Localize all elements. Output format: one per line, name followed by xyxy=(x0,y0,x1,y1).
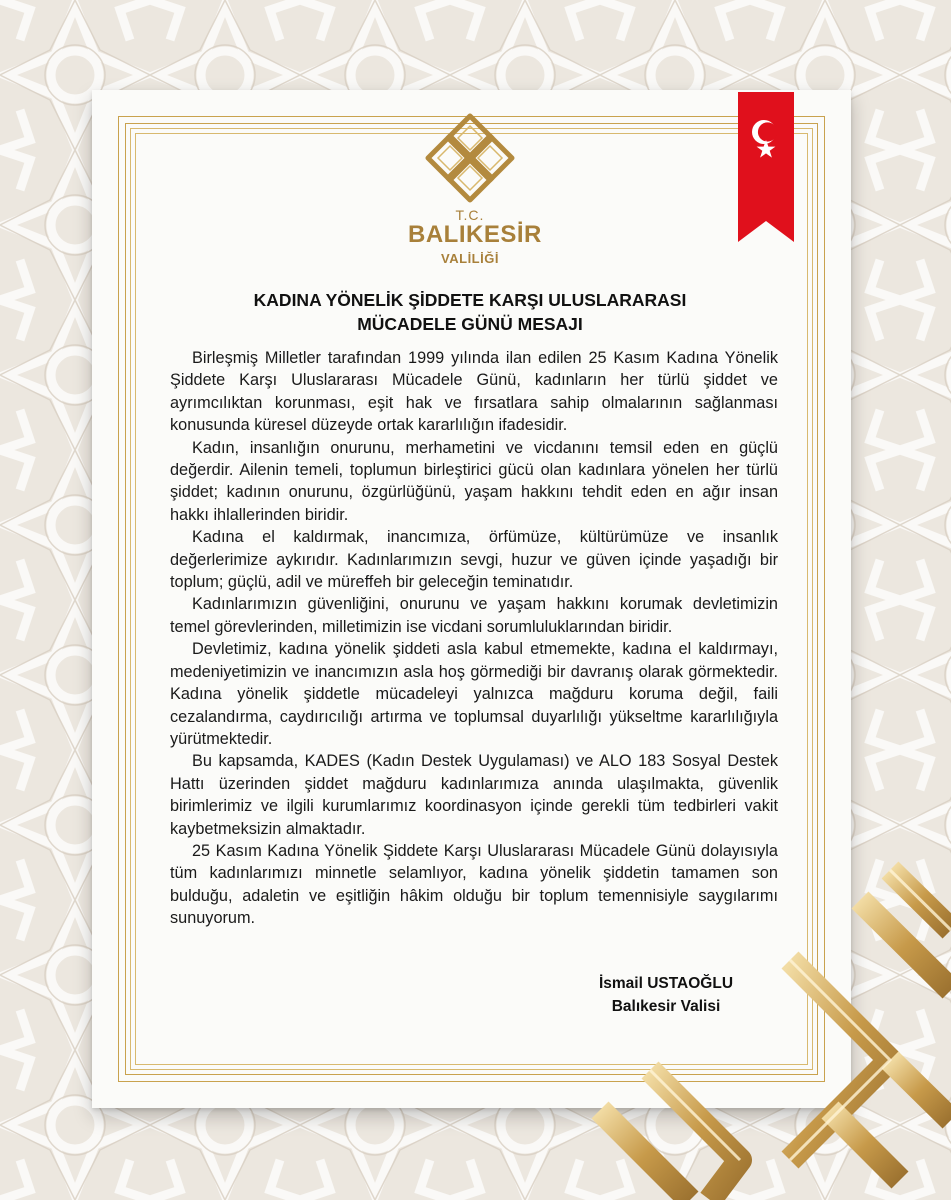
star-icon xyxy=(756,139,776,159)
message-body xyxy=(170,347,778,930)
logo-office-text: VALİLİĞİ xyxy=(441,251,499,266)
signatory-name: İsmail USTAOĞLU xyxy=(598,975,734,992)
paragraph-5: Devletimiz, kadına yönelik şiddeti asla kabul etmemekte, kadına el kaldırmayı, medeniyetimizin ve inancımızın asla hoş görmediği bir davranış olarak görmektedir. Kadına yönelik şiddetle mücadeleyi yalnızca mağduru koruma değil, faili cezalandırma, caydırıcılığı artırma ve toplumsal duyarlılığı yükseltme kararlılığıyla yürütmektedir. xyxy=(170,640,778,748)
paragraph-2: Kadın, insanlığın onurunu, merhametini ve vicdanını temsil eden en güçlü değerdir. Ailenin temeli, toplumun birleştirici gücü olan kadınlara yönelen her türlü şiddet; kadının onurunu, özgürlüğünü, yaşam hakkını tehdit eden en ağır insan hakkı ihlallerinden biridir. xyxy=(170,438,778,524)
knot-emblem-icon xyxy=(420,110,520,206)
balikesir-governorship-logo xyxy=(408,110,542,270)
gold-knot-decoration-icon xyxy=(560,860,951,1200)
message-title xyxy=(170,288,770,336)
title-line-1: KADINA YÖNELİK ŞİDDETE KARŞI ULUSLARARASI xyxy=(253,290,687,310)
turkish-flag-ribbon xyxy=(738,92,794,242)
logo-city-text: BALIKESİR xyxy=(408,221,542,248)
paragraph-6: Bu kapsamda, KADES (Kadın Destek Uygulaması) ve ALO 183 Sosyal Destek Hattı üzerinden şiddet mağduru kadınlarımıza anında ulaşılmakta, güvenlik birimlerimiz ve ilgili kurumlarımız koordinasyon içinde gerekli tüm tedbirleri vakit kaybetmeksizin almaktadır. xyxy=(170,752,778,838)
paragraph-7: 25 Kasım Kadına Yönelik Şiddete Karşı Uluslararası Mücadele Günü dolayısıyla tüm kadınlarımızı minnetle selamlıyor, kadına yönelik şiddetin tamamen son bulduğu, adaletin ve eşitliğin hâkim olduğu bir toplum temennisiyle saygılarımı sunuyorum. xyxy=(170,841,778,928)
signatory-role: Balıkesir Valisi xyxy=(611,998,721,1015)
paragraph-4: Kadınlarımızın güvenliğini, onurunu ve yaşam hakkını korumak devletimizin temel görevlerinden, milletimizin ise vicdani sorumluluklarından biridir. xyxy=(170,595,778,636)
logo-tc-text: T.C. xyxy=(455,207,485,223)
paragraph-1: Birleşmiş Milletler tarafından 1999 yılında ilan edilen 25 Kasım Kadına Yönelik Şiddete Karşı Uluslararası Mücadele Günü, kadınların her türlü şiddet ve ayrımcılıktan korunması, eşit hak ve fırsatlara sahip olmalarının sağlanması konusunda küresel düzeyde ortak kararlılığın ifadesidir. xyxy=(170,349,778,435)
title-line-2: MÜCADELE GÜNÜ MESAJI xyxy=(357,314,583,334)
paragraph-3: Kadına el kaldırmak, inancımıza, örfümüze, kültürümüze ve insanlık değerlerimize aykırıdır. Kadınlarımızın sevgi, huzur ve güven içinde yaşadığı bir toplum; güçlü, adil ve müreffeh bir geleceğin teminatıdır. xyxy=(170,528,778,592)
